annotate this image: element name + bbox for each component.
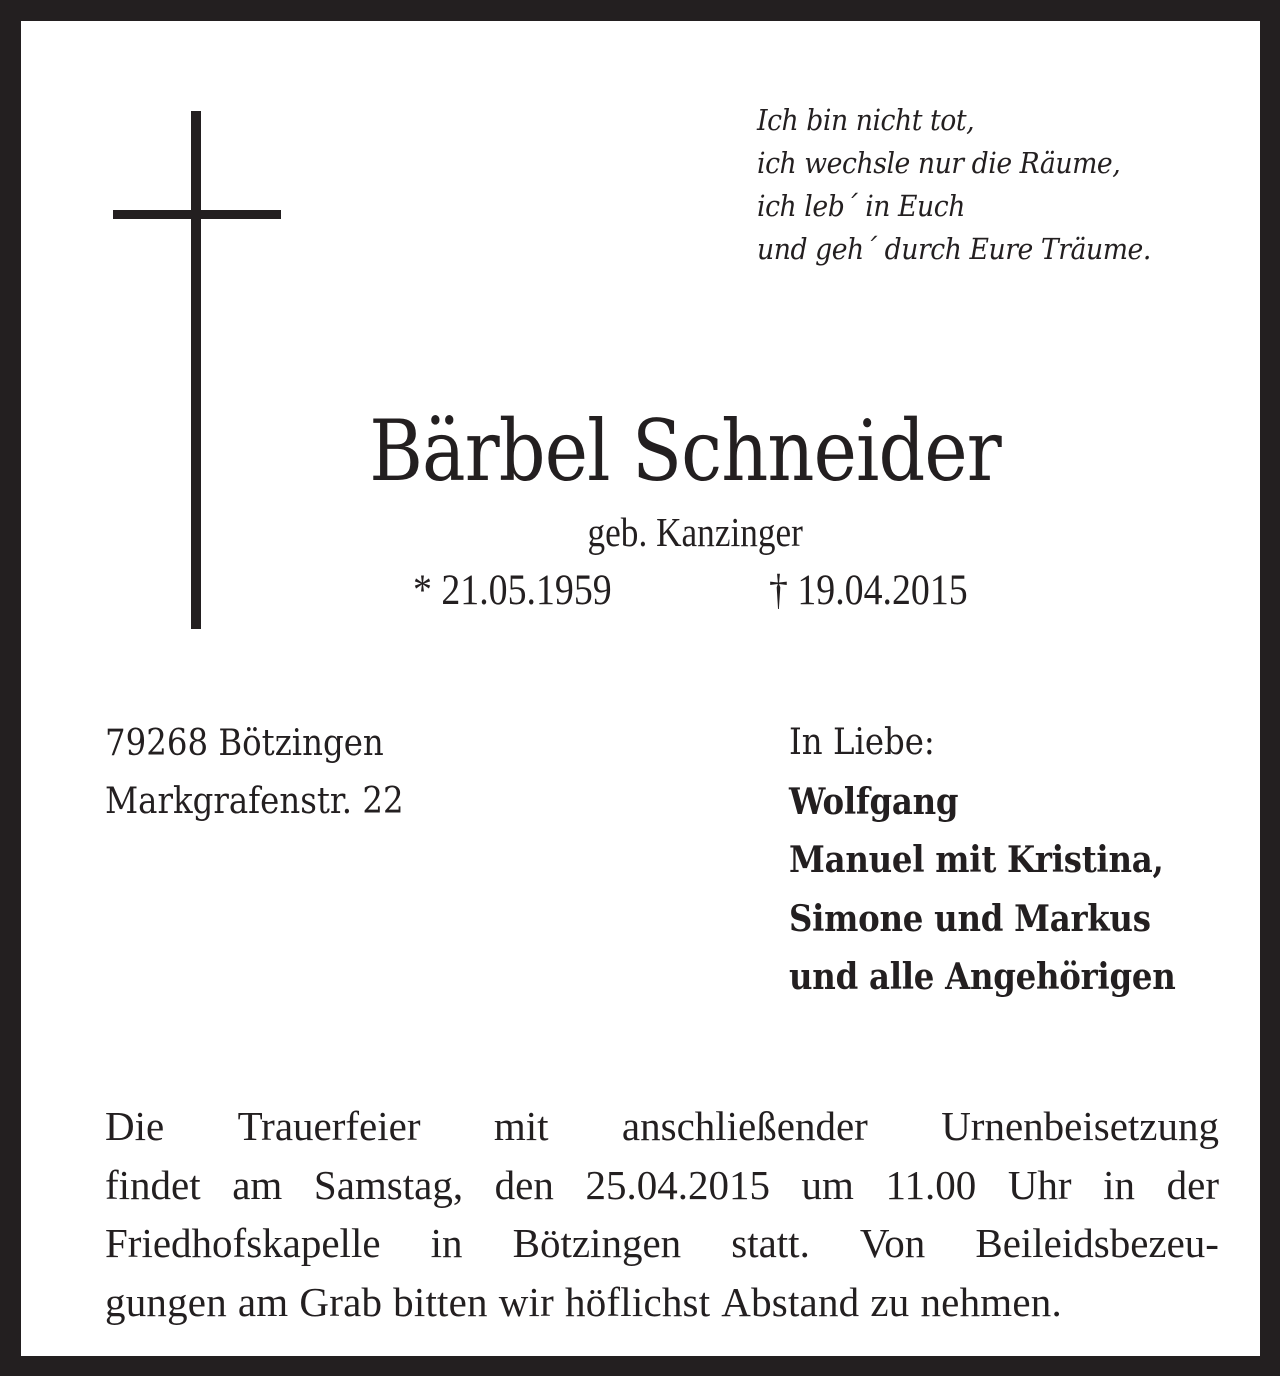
deceased-name: Bärbel Schneider [369, 402, 1002, 500]
mourner-line: und alle Angehörigen [789, 956, 1176, 998]
birth-date-block [413, 566, 639, 616]
ceremony-word: zu [870, 1278, 910, 1325]
deceased-name-block [21, 401, 1260, 501]
ceremony-word: Uhr [1007, 1161, 1072, 1208]
ceremony-word: bitten [393, 1278, 488, 1325]
ceremony-word: Trauerfeier [237, 1103, 421, 1149]
ceremony-word: Samstag, [313, 1161, 464, 1208]
ceremony-word: der [1166, 1161, 1219, 1208]
ceremony-word: Friedhofskapelle [105, 1220, 381, 1266]
address-line: 79268 Bötzingen [105, 723, 384, 764]
ceremony-word: 11.00 [885, 1161, 977, 1208]
mourners [789, 714, 1218, 1007]
mourners-intro: In Liebe: [789, 722, 935, 763]
obituary-notice [21, 21, 1260, 1356]
ceremony-word: am [237, 1278, 289, 1325]
mourner-line: Wolfgang [789, 780, 959, 823]
ceremony-word: in [1103, 1161, 1136, 1208]
ceremony-word: 25.04.2015 [585, 1161, 770, 1208]
ceremony-word: den [494, 1161, 554, 1208]
maiden-name-block [21, 509, 1260, 555]
ceremony-word: wir [498, 1278, 555, 1325]
ceremony-word: anschließender [621, 1103, 868, 1149]
poem-line: ich wechsle nur die Räume, [757, 146, 1121, 180]
ceremony-word: nehmen. [920, 1278, 1062, 1325]
poem [757, 99, 1151, 271]
poem-line: Ich bin nicht tot, [757, 103, 975, 137]
ceremony-word: um [801, 1161, 854, 1208]
ceremony-line [105, 1214, 1219, 1273]
death-date-block [769, 566, 995, 616]
birth-date: * 21.05.1959 [413, 567, 612, 614]
mourner-line: Simone und Markus [789, 897, 1151, 940]
maiden-name: geb. Kanzinger [587, 509, 804, 555]
cross-horizontal-bar [113, 210, 281, 219]
ceremony-word: Urnenbeisetzung [941, 1103, 1219, 1149]
mourner-line: Manuel mit Kristina, [789, 839, 1164, 881]
ceremony-word: Von [859, 1220, 926, 1266]
ceremony-line [105, 1156, 1219, 1215]
ceremony-word: mit [493, 1103, 549, 1149]
ceremony-word: gungen [105, 1278, 227, 1325]
ceremony-word: am [232, 1161, 283, 1208]
ceremony-word: findet [105, 1161, 201, 1208]
ceremony-word: Beileidsbezeu- [975, 1220, 1219, 1266]
poem-line: ich leb´ in Euch [757, 189, 965, 223]
ceremony-word: in [430, 1220, 463, 1266]
ceremony-word: Abstand [721, 1278, 860, 1325]
ceremony-text [105, 1097, 1219, 1331]
address-line: Markgrafenstr. 22 [105, 781, 404, 822]
ceremony-word: höflichst [565, 1278, 711, 1325]
death-date: † 19.04.2015 [769, 567, 968, 614]
ceremony-line [105, 1273, 1219, 1332]
ceremony-word: Die [105, 1103, 165, 1149]
ceremony-word: Grab [299, 1278, 383, 1325]
address [105, 715, 437, 831]
poem-line: und geh´ durch Eure Träume. [757, 232, 1151, 266]
ceremony-word: Bötzingen [512, 1220, 682, 1266]
ceremony-word: statt. [731, 1220, 810, 1266]
ceremony-line [105, 1097, 1219, 1156]
